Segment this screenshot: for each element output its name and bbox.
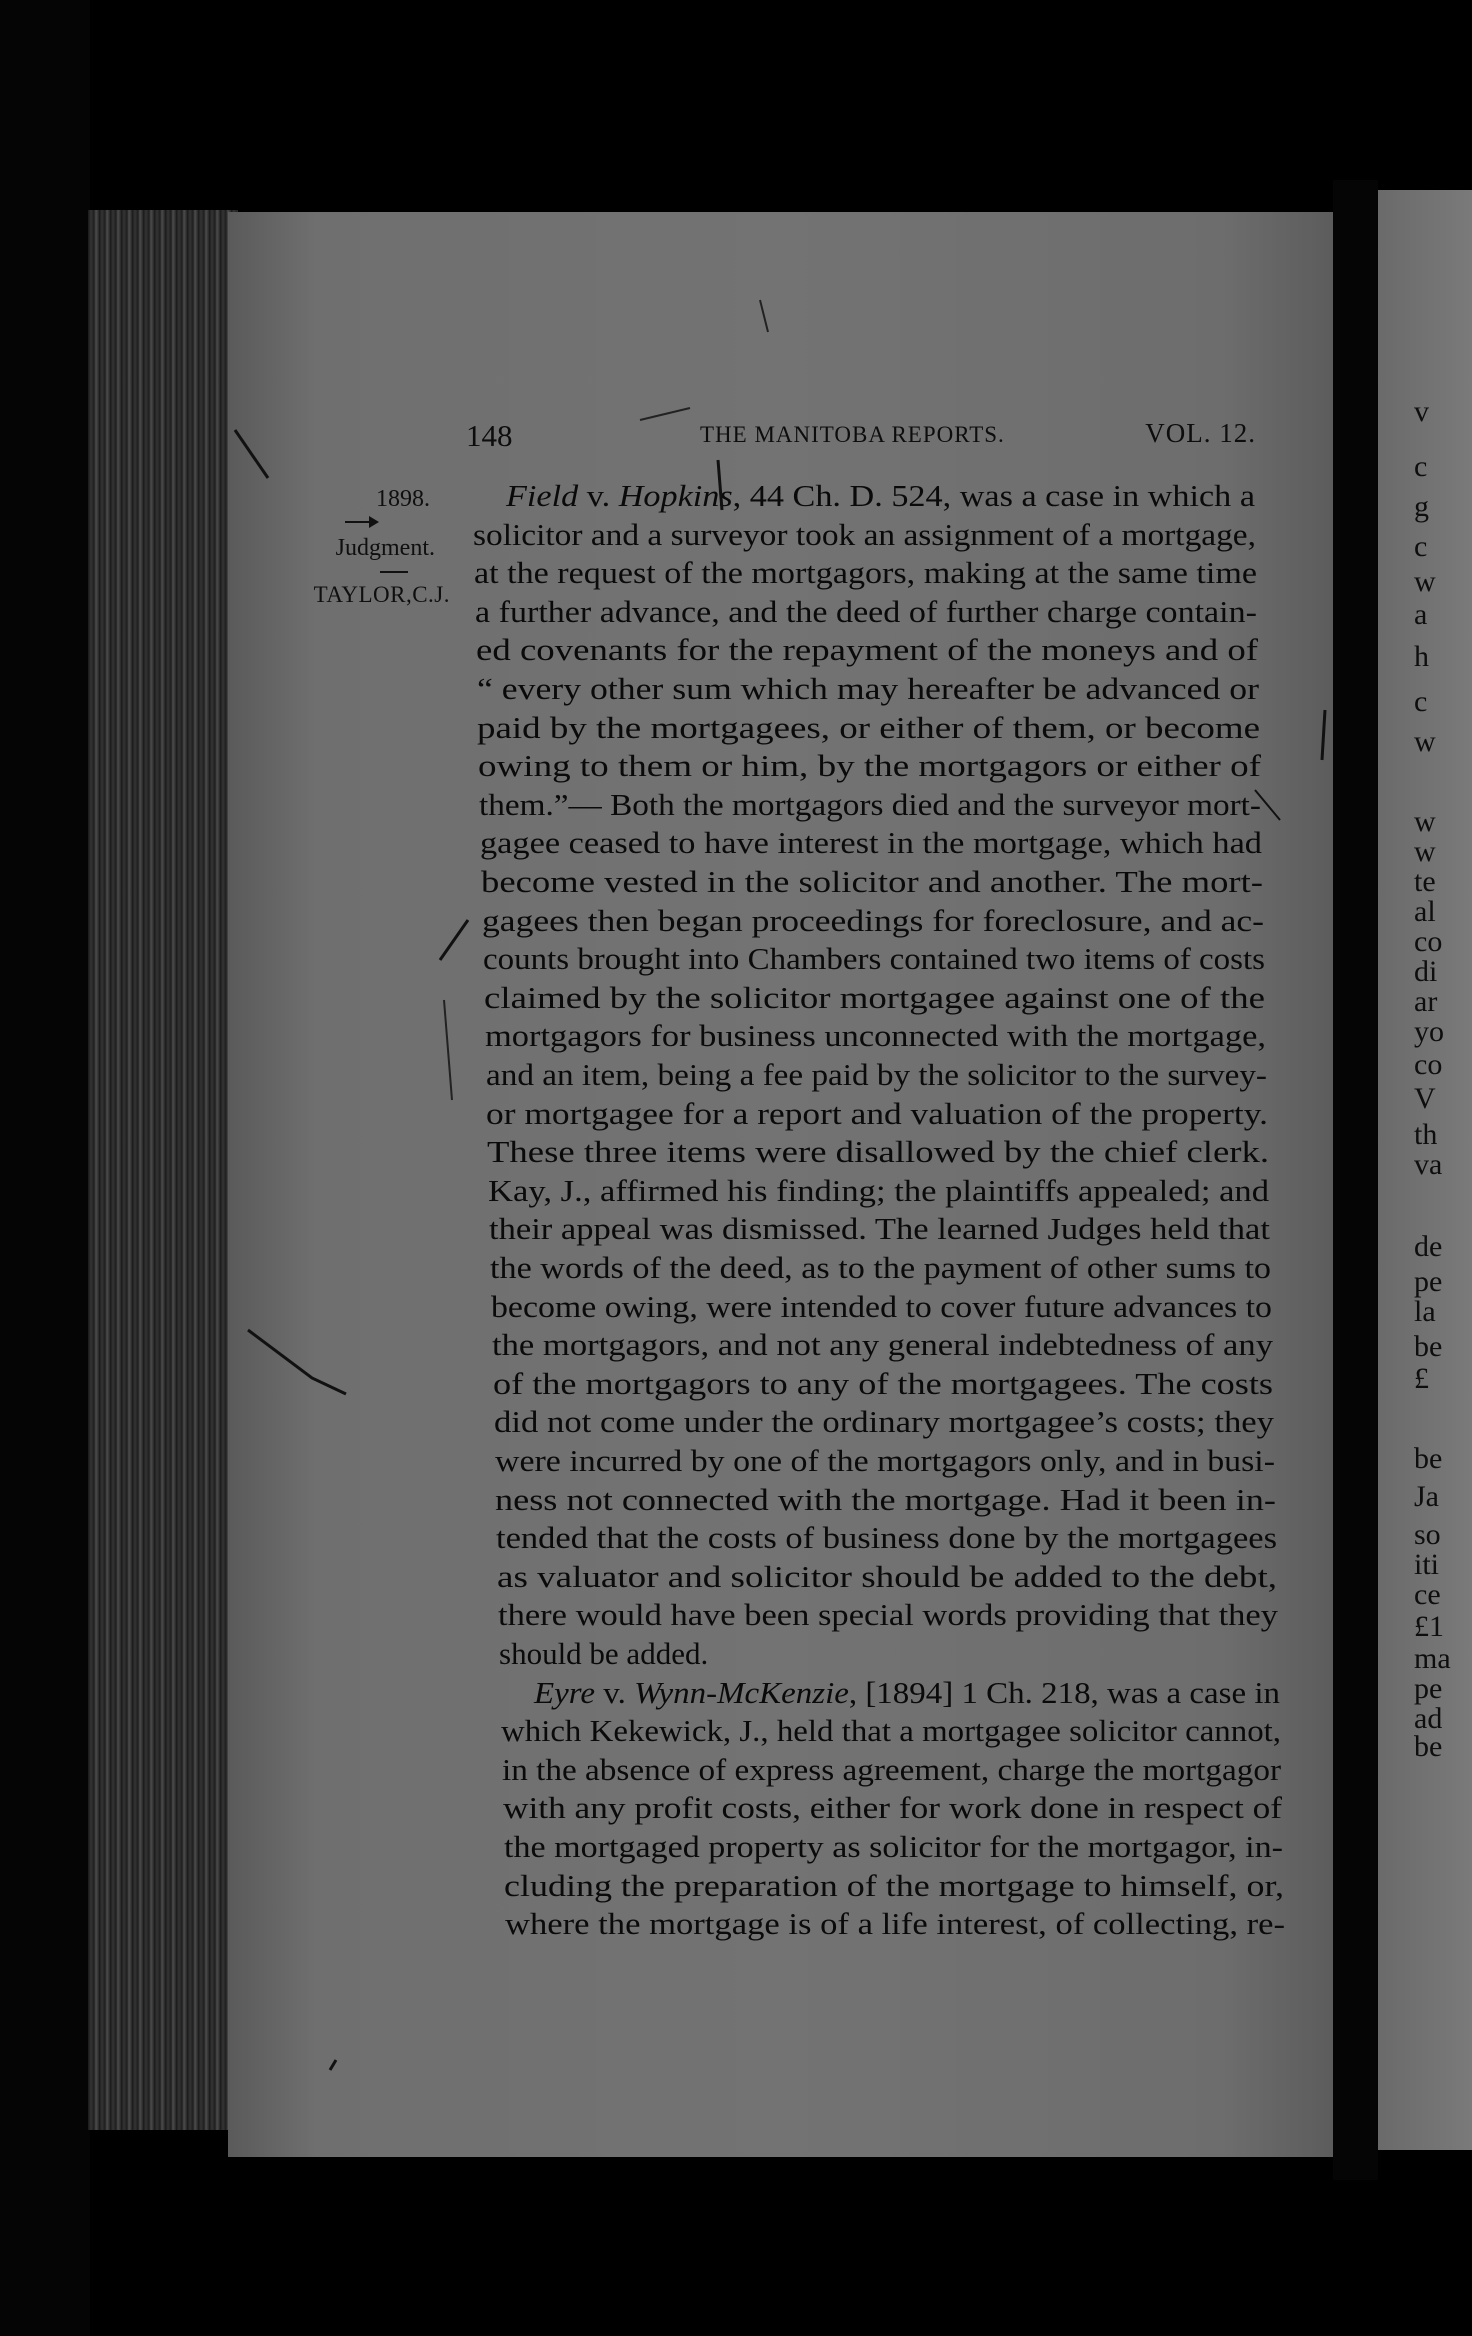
adjacent-page-text: de (1414, 1230, 1443, 1263)
adjacent-page-text: a (1414, 598, 1428, 631)
adjacent-page-text: w (1414, 805, 1436, 838)
margin-judge: TAYLOR,C.J. (313, 582, 450, 607)
body-line: cluding the preparation of the mortgage to himself, or, (504, 1868, 1285, 1903)
body-line: Field v. Hopkins, 44 Ch. D. 524, was a case in which a (506, 478, 1256, 513)
adjacent-page-text: di (1414, 955, 1438, 988)
adjacent-page-text: c (1414, 530, 1428, 563)
body-line: with any profit costs, either for work done in respect of (503, 1790, 1282, 1825)
adjacent-page-text: iti (1414, 1548, 1440, 1581)
body-line: ed covenants for the repayment of the moneys and of (476, 632, 1259, 667)
body-line: ness not connected with the mortgage. Had it been in- (495, 1482, 1276, 1517)
adjacent-page-text: V (1414, 1082, 1436, 1115)
body-line: as valuator and solicitor should be added to the debt, (497, 1559, 1278, 1594)
body-line: owing to them or him, by the mortgagors or either of (478, 748, 1262, 783)
body-line: a further advance, and the deed of further charge contain- (475, 594, 1257, 629)
body-line: gagee ceased to have interest in the mortgage, which had (480, 825, 1262, 860)
body-line: Eyre v. Wynn-McKenzie, [1894] 1 Ch. 218, was a case in (534, 1675, 1280, 1710)
margin-year: 1898. (376, 486, 430, 512)
body-line: at the request of the mortgagors, making at the same time (474, 555, 1257, 590)
adjacent-page-text: g (1414, 490, 1429, 523)
body-line: them.”— Both the mortgagors died and the surveyor mort- (479, 787, 1261, 822)
volume-label: VOL. 12. (1145, 418, 1256, 448)
body-line: their appeal was dismissed. The learned Judges held that (489, 1211, 1270, 1246)
adjacent-page-text: be (1414, 1442, 1443, 1475)
adjacent-page-text: th (1414, 1118, 1438, 1151)
adjacent-page-text: co (1414, 925, 1443, 958)
body-line: and an item, being a fee paid by the solicitor to the survey- (486, 1057, 1267, 1092)
adjacent-page-text: be (1414, 1330, 1443, 1363)
adjacent-page-text: yo (1414, 1015, 1444, 1048)
adjacent-page-text: ma (1414, 1642, 1451, 1675)
adjacent-page-text: al (1414, 895, 1436, 928)
body-line: become vested in the solicitor and another. The mort- (481, 864, 1264, 899)
body-line: mortgagors for business unconnected with the mortgage, (485, 1018, 1267, 1053)
adjacent-page-text: va (1414, 1148, 1443, 1181)
body-line: Kay, J., affirmed his finding; the plaintiffs appealed; and (488, 1173, 1270, 1208)
body-line: become owing, were intended to cover future advances to (491, 1289, 1272, 1324)
body-line: where the mortgage is of a life interest, of collecting, re- (505, 1906, 1286, 1941)
body-line: in the absence of express agreement, charge the mortgagor (502, 1752, 1282, 1787)
body-line: paid by the mortgagees, or either of them, or become (477, 710, 1260, 745)
body-line: or mortgagee for a report and valuation of the property. (486, 1096, 1269, 1131)
adjacent-page-text: c (1414, 450, 1428, 483)
body-line: “ every other sum which may hereafter be advanced or (477, 671, 1259, 706)
adjacent-page-text: w (1414, 725, 1436, 758)
adjacent-page-text: ce (1414, 1578, 1441, 1611)
body-line: of the mortgagors to any of the mortgagees. The costs (493, 1366, 1274, 1401)
adjacent-page-text: w (1414, 835, 1436, 868)
adjacent-page-text: pe (1414, 1672, 1443, 1705)
adjacent-page-text: co (1414, 1048, 1443, 1081)
adjacent-page-text: pe (1414, 1265, 1443, 1298)
body-line: the mortgaged property as solicitor for the mortgagor, in- (504, 1829, 1284, 1864)
body-line: claimed by the solicitor mortgagee against one of the (484, 980, 1266, 1015)
body-line: solicitor and a surveyor took an assignment of a mortgage, (473, 517, 1256, 552)
adjacent-page-text: so (1414, 1518, 1441, 1551)
body-line: did not come under the ordinary mortgagee’s costs; they (494, 1404, 1275, 1439)
body-line: should be added. (499, 1636, 709, 1671)
adjacent-page-text: c (1414, 685, 1428, 718)
body-line: tended that the costs of business done by the mortgagees (496, 1520, 1278, 1555)
margin-judgment: Judgment. (335, 535, 435, 561)
adjacent-page-text: te (1414, 865, 1436, 898)
body-line: there would have been special words providing that they (498, 1597, 1279, 1632)
running-title: THE MANITOBA REPORTS. (700, 422, 1005, 447)
body-line: gagees then began proceedings for foreclosure, and ac- (482, 903, 1265, 938)
adjacent-page-text: v (1414, 395, 1429, 428)
body-line: These three items were disallowed by the chief clerk. (487, 1134, 1270, 1169)
adjacent-page-text: Ja (1414, 1480, 1439, 1513)
adjacent-page-text: £1 (1414, 1610, 1444, 1643)
adjacent-page-text: £ (1414, 1362, 1429, 1395)
body-line: were incurred by one of the mortgagors only, and in busi- (495, 1443, 1276, 1478)
adjacent-page-text: be (1414, 1730, 1443, 1763)
adjacent-page-text: w (1414, 565, 1436, 598)
adjacent-page-text: la (1414, 1295, 1436, 1328)
adjacent-page-text: h (1414, 640, 1429, 673)
page-number: 148 (466, 418, 513, 453)
body-line: counts brought into Chambers contained two items of costs (483, 941, 1265, 976)
body-line: the words of the deed, as to the payment of other sums to (490, 1250, 1272, 1285)
body-line: which Kekewick, J., held that a mortgagee solicitor cannot, (501, 1713, 1282, 1748)
adjacent-page-text: ad (1414, 1702, 1443, 1735)
body-line: the mortgagors, and not any general indebtedness of any (492, 1327, 1274, 1362)
adjacent-page-text: ar (1414, 985, 1438, 1018)
